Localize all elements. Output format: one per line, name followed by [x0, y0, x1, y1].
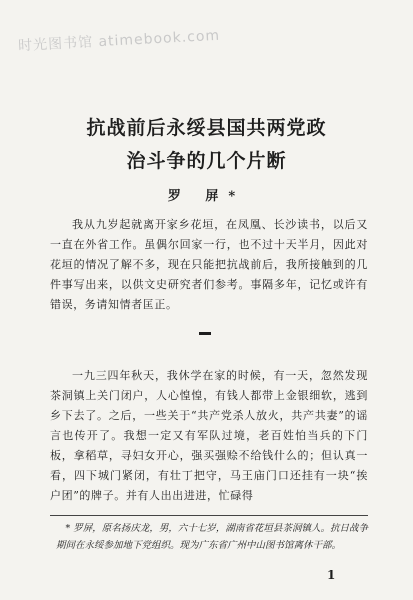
- article-title-line-1: 抗战前后永绥县国共两党政: [86, 117, 327, 139]
- footnote: * 罗屏，原名扬庆龙，男，六十七岁，湖南省花垣县茶洞镇人。抗日战争期间在永绥参加地下党组织。现为广东省广州中山图书馆离休干部。: [56, 523, 368, 551]
- footnote-rule: [50, 515, 368, 516]
- article-title-line-2: 治斗争的几个片断: [126, 150, 287, 172]
- author-name: 罗 屏*: [167, 189, 246, 204]
- body-paragraph: 一九三四年秋天，我休学在家的时候，有一天，忽然发现茶洞镇上关门闭户，人心惶惶，有钱人都带上金银细软，逃到乡下去了。之后，一些关于“共产党杀人放火，共产共妻”的谣言也传开了。我想一定又有军队过境，老百姓怕当兵的下门板，拿稻草，寻妇女开心，强买强赊不给钱什么的；但认真一看，四下城门紧闭，有壮丁把守，马王庙门口还挂有一块“挨户团”的牌子。并有人出出进进，忙碌得: [50, 369, 368, 502]
- watermark: 时光图书馆 atimebook.com: [17, 27, 221, 55]
- page-number: 1: [327, 568, 336, 582]
- section-divider: [199, 332, 211, 335]
- intro-paragraph: 我从九岁起就离开家乡花垣，在凤凰、长沙读书，以后又一直在外省工作。虽偶尔回家一行，也不过十天半月，因此对花垣的情况了解不多，现在只能把抗战前后，我所接触到的几件事写出来，以供文史研究者们参考。事隔多年，记忆或许有错误，务请知情者匡正。: [50, 218, 368, 311]
